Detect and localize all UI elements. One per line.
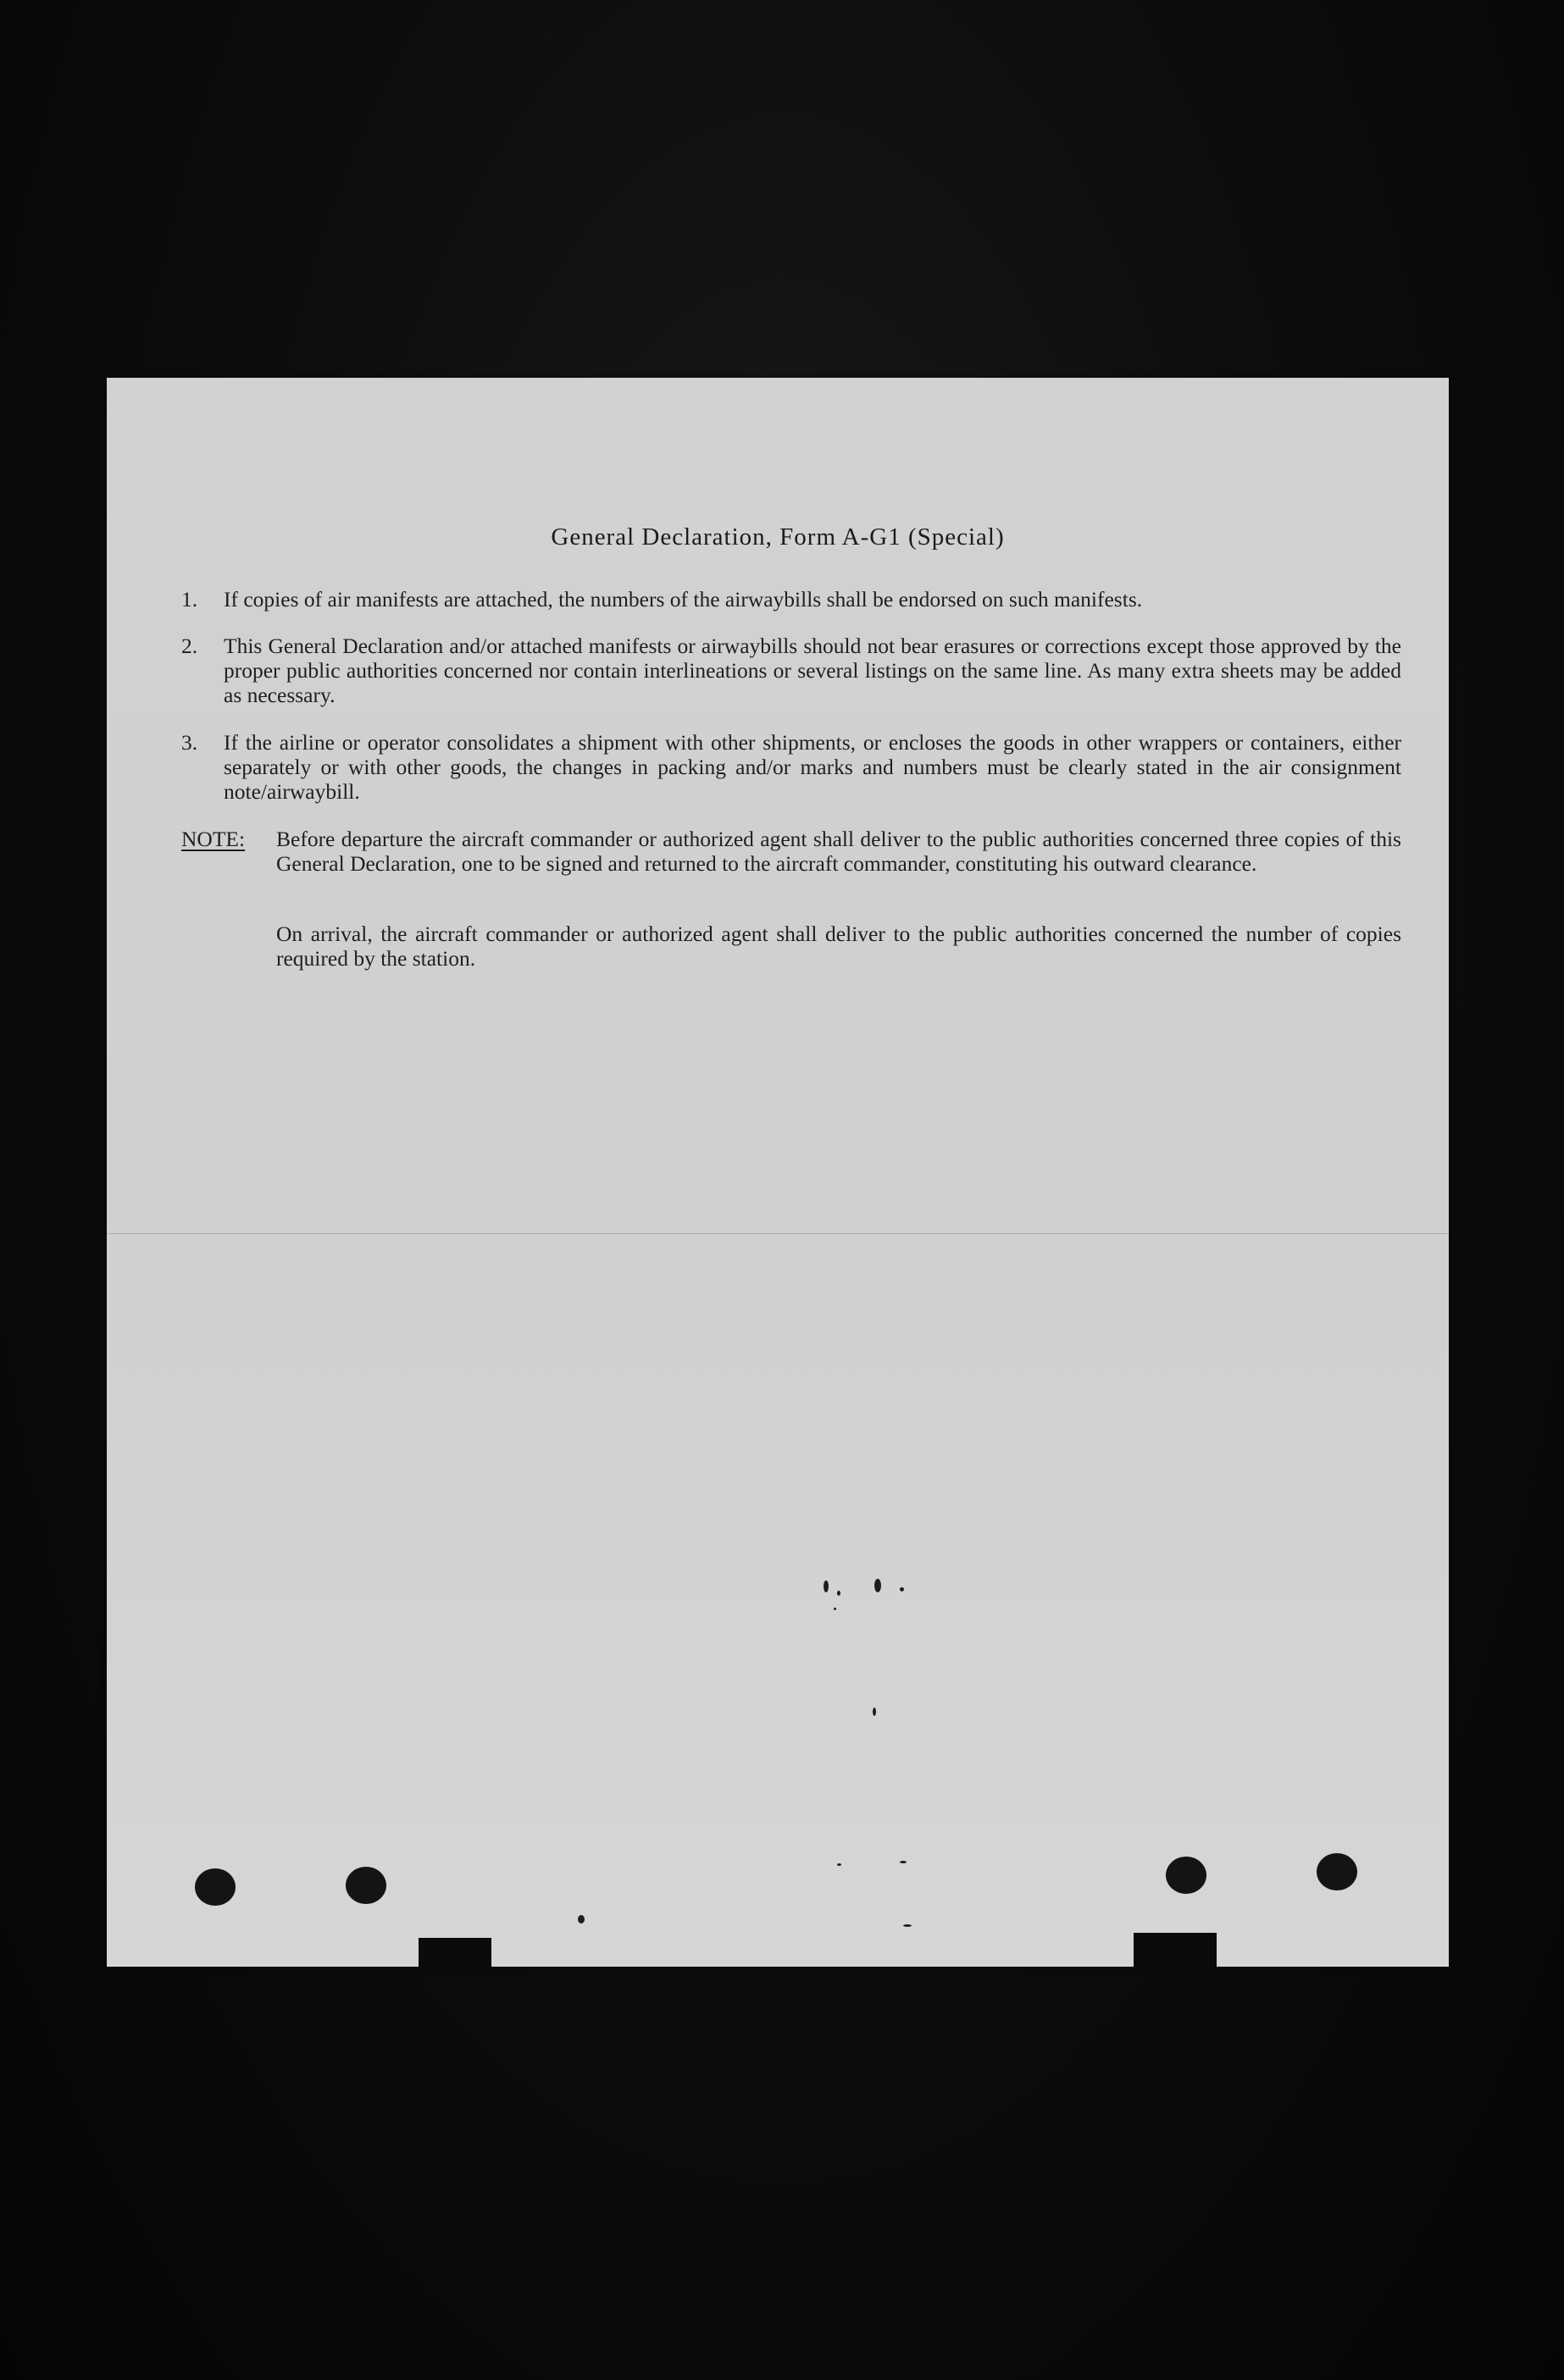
punch-hole <box>346 1867 386 1904</box>
arrival-note: On arrival, the aircraft commander or authorized agent shall deliver to the public authorities concerned the number of copies required by the station. <box>276 922 1401 971</box>
stain-mark <box>837 1863 841 1866</box>
punch-hole <box>195 1868 236 1906</box>
item-number: 1. <box>181 587 198 612</box>
stain-mark <box>873 1708 876 1716</box>
stain-mark <box>900 1861 907 1863</box>
stain-mark <box>824 1580 829 1592</box>
punch-hole <box>1166 1857 1206 1894</box>
document-title: General Declaration, Form A-G1 (Special) <box>551 523 1005 551</box>
stain-mark <box>900 1587 904 1591</box>
stain-mark <box>903 1924 912 1927</box>
binder-tab <box>419 1938 491 1967</box>
note-text: Before departure the aircraft commander or authorized agent shall deliver to the public authorities concerned three copies of this General Declaration, one to be signed and returned to the aircraft commander, constituting his outward clearance. <box>276 827 1401 876</box>
item-text: If copies of air manifests are attached, the numbers of the airwaybills shall be endorsed on such manifests. <box>224 587 1143 612</box>
document-page <box>107 378 1449 1967</box>
item-text: This General Declaration and/or attached manifests or airwaybills should not bear erasures or corrections except those approved by the proper public authorities concerned nor contain interlineations or several listings on the same line. As many extra sheets may be added as necessary. <box>224 634 1401 707</box>
fold-crease <box>107 1233 1449 1234</box>
stain-mark <box>837 1591 840 1596</box>
binder-tab <box>1134 1933 1217 1967</box>
stain-mark <box>834 1608 836 1610</box>
item-text: If the airline or operator consolidates a shipment with other shipments, or encloses the goods in other wrappers or containers, either separately or with other goods, the changes in packing and/or marks and numbers must be clearly stated in the air consignment note/airwaybill. <box>224 730 1401 804</box>
item-number: 3. <box>181 730 198 755</box>
stain-mark <box>874 1579 881 1592</box>
item-number: 2. <box>181 634 198 658</box>
punch-hole <box>1317 1853 1357 1890</box>
stain-mark <box>578 1915 585 1923</box>
note-label: NOTE: <box>181 827 246 851</box>
